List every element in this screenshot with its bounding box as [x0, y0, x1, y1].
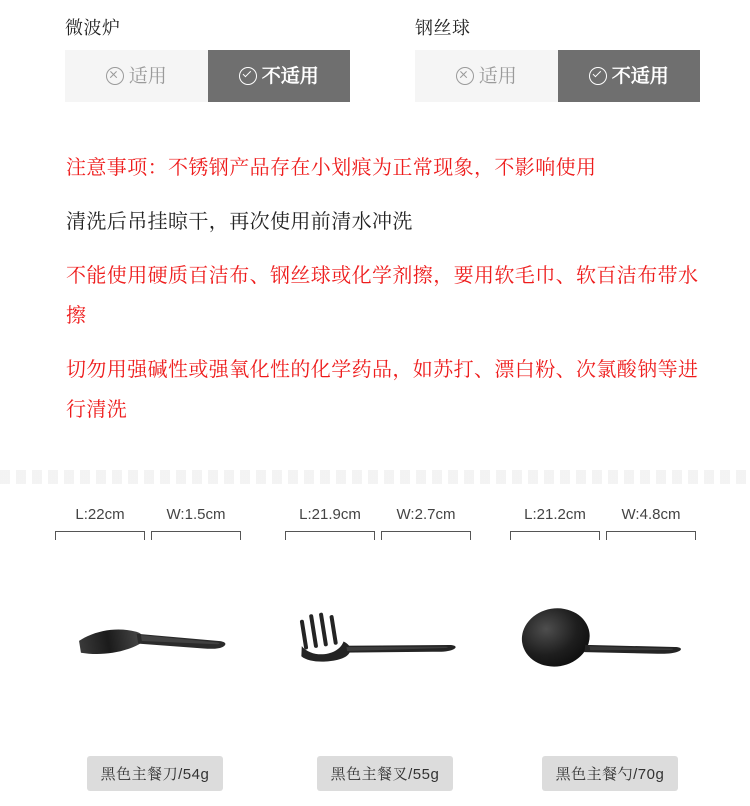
- note-line: 注意事项：不锈钢产品存在小划痕为正常现象，不影响使用: [66, 157, 597, 179]
- section-divider: [0, 470, 750, 484]
- dimension-length: [55, 505, 145, 540]
- dimension-bracket: [606, 531, 696, 540]
- dimension-length: [510, 505, 600, 540]
- spec-title: 钢丝球: [415, 18, 471, 38]
- spec-section: [0, 0, 750, 87]
- knife-icon: [40, 551, 270, 741]
- dimension-length-text: L:21.2cm: [524, 506, 586, 523]
- spec-group-microwave: [65, 14, 350, 102]
- fork-icon: [270, 551, 500, 741]
- product-card-spoon: [495, 505, 725, 805]
- spec-option-label: 适用: [478, 65, 517, 87]
- dimension-width: [381, 505, 471, 540]
- check-circle-icon: [239, 67, 257, 85]
- dimension-bracket: [285, 531, 375, 540]
- dimension-bracket: [381, 531, 471, 540]
- dimension-bracket: [151, 531, 241, 540]
- note-line: 不能使用硬质百洁布、钢丝球或化学剂擦，要用软毛巾、软百洁布带水擦: [66, 265, 699, 327]
- dimension-width: [606, 505, 696, 540]
- check-circle-icon: [589, 67, 607, 85]
- care-notes: [66, 148, 706, 444]
- dimension-width: [151, 505, 241, 540]
- caption-wrap: [270, 756, 500, 791]
- caption-wrap: [495, 756, 725, 791]
- dimension-length-text: L:22cm: [75, 506, 125, 523]
- product-caption: 黑色主餐叉/55g: [317, 756, 454, 791]
- spec-option-label: 适用: [128, 65, 167, 87]
- dimension-bracket: [510, 531, 600, 540]
- dimension-bracket: [55, 531, 145, 540]
- dimension-labels: [285, 505, 485, 551]
- product-showcase: [0, 505, 750, 805]
- spec-option-suitable[interactable]: [415, 50, 558, 102]
- dimension-labels: [55, 505, 255, 551]
- spec-option-suitable[interactable]: [65, 50, 208, 102]
- product-card-knife: [40, 505, 270, 805]
- spec-option-not-suitable[interactable]: [558, 50, 701, 102]
- spec-options: [65, 50, 350, 102]
- product-caption: 黑色主餐刀/54g: [87, 756, 224, 791]
- cross-circle-icon: [106, 67, 124, 85]
- spec-option-not-suitable[interactable]: [208, 50, 351, 102]
- spec-group-steel-wool: [415, 14, 700, 102]
- cross-circle-icon: [456, 67, 474, 85]
- dimension-labels: [510, 505, 710, 551]
- dimension-length-text: L:21.9cm: [299, 506, 361, 523]
- spoon-icon: [495, 551, 725, 741]
- spec-option-label: 不适用: [611, 65, 669, 87]
- spec-title: 微波炉: [65, 18, 121, 38]
- product-card-fork: [270, 505, 500, 805]
- note-line: 清洗后吊挂晾干，再次使用前清水冲洗: [66, 211, 413, 233]
- spec-option-label: 不适用: [261, 65, 319, 87]
- note-line: 切勿用强碱性或强氧化性的化学药品，如苏打、漂白粉、次氯酸钠等进行清洗: [66, 359, 699, 421]
- product-caption: 黑色主餐勺/70g: [542, 756, 679, 791]
- caption-wrap: [40, 756, 270, 791]
- spec-options: [415, 50, 700, 102]
- dimension-width-text: W:4.8cm: [621, 506, 681, 523]
- dimension-width-text: W:2.7cm: [396, 506, 456, 523]
- dimension-length: [285, 505, 375, 540]
- dimension-width-text: W:1.5cm: [166, 506, 226, 523]
